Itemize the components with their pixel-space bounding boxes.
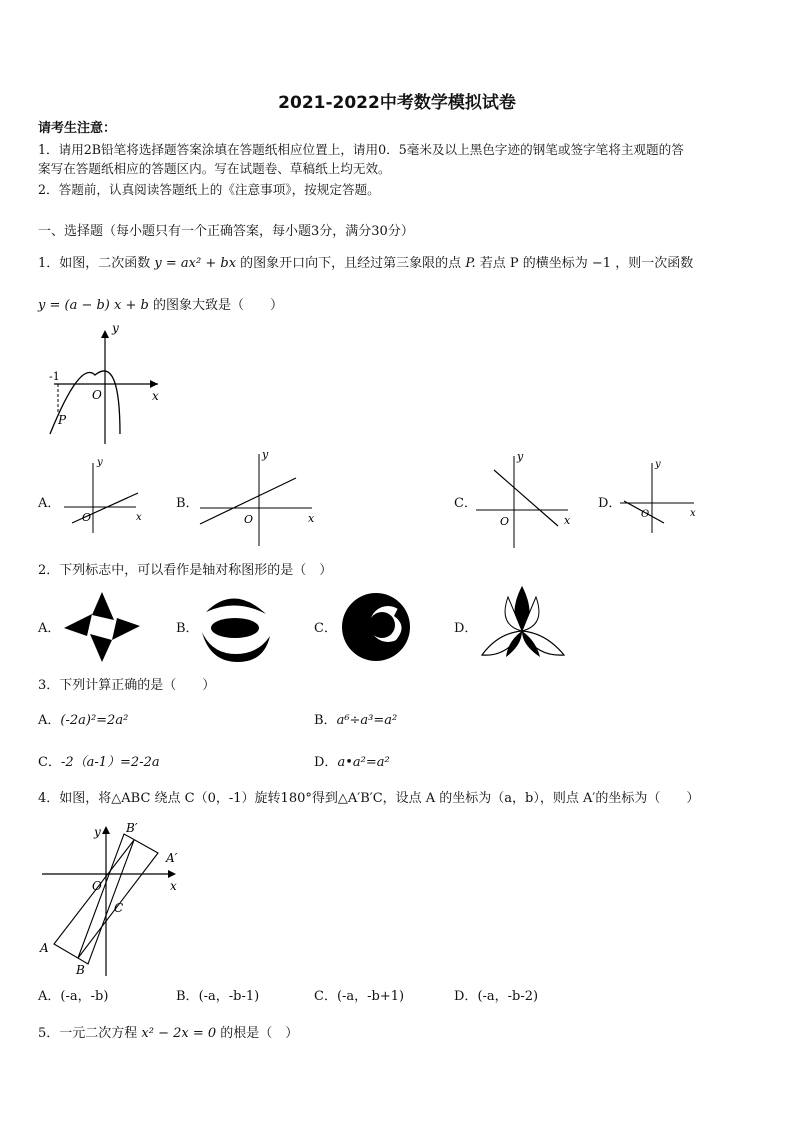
- question-2-stem: 2．下列标志中，可以看作是轴对称图形的是（ ）: [38, 563, 333, 578]
- q1-c-origin: O: [500, 515, 510, 528]
- q1-a-origin: O: [82, 511, 92, 524]
- q5-stem-a: 5．一元二次方程: [38, 1026, 138, 1041]
- q4-option-a: [38, 988, 108, 1006]
- q1-option-a-graph: [60, 455, 145, 535]
- q1-b-x: x: [308, 512, 315, 525]
- q2-logo-b: [198, 592, 273, 664]
- q4-a-value: (-a，-b): [60, 989, 109, 1004]
- q5-stem-b: 的根是（ ）: [220, 1026, 299, 1041]
- q2-logo-a: [62, 590, 142, 665]
- q1-stem-c: 若点 P 的横坐标为: [479, 256, 588, 271]
- q3-b-label: B．: [314, 713, 337, 728]
- q3-option-a: [38, 712, 128, 730]
- q1-option-d-graph: [618, 455, 703, 535]
- q1-fig-y-label: y: [112, 321, 119, 335]
- q4-fig-y: y: [94, 825, 101, 839]
- q4-fig-b-prime: B′: [126, 821, 138, 835]
- q3-c-expr: -2（a-1）=2-2a: [60, 755, 160, 770]
- q3-d-expr: a•a²=a²: [337, 755, 390, 770]
- triangle-a2b2c: [78, 834, 158, 958]
- q1-linear-formula: y = (a − b) x + b: [38, 298, 149, 313]
- q4-d-label: D．: [454, 989, 478, 1004]
- q4-fig-a: A: [40, 941, 49, 955]
- q1-option-b-label: B．: [176, 496, 199, 511]
- notice-heading: 请考生注意：: [38, 121, 117, 136]
- section-heading: 一、选择题（每小题只有一个正确答案，每小题3分，满分30分）: [38, 224, 414, 239]
- exam-title: 2021-2022中考数学模拟试卷: [278, 93, 516, 113]
- q1-fig-origin: O: [92, 388, 102, 402]
- q1-d-y: y: [655, 459, 661, 470]
- q3-a-expr: (-2a)²=2a²: [60, 713, 129, 728]
- q3-option-b: [314, 712, 397, 730]
- q1-c-x: x: [564, 514, 571, 527]
- q1-point-p: P.: [465, 256, 476, 271]
- q1-line2-text: 的图象大致是（ ）: [152, 298, 283, 313]
- q4-fig-origin: O: [92, 879, 102, 893]
- q3-option-c: [38, 754, 160, 772]
- q1-parabola-figure: [40, 320, 170, 445]
- q4-fig-x: x: [170, 879, 177, 893]
- q3-d-label: D．: [314, 755, 338, 770]
- notice-line-1: 1．请用2B铅笔将选择题答案涂填在答题纸相应位置上，请用0．5毫米及以上黑色字迹的钢笔或签字笔将主观题的答: [38, 142, 684, 157]
- q1-stem-a: 1．如图，二次函数: [38, 256, 151, 271]
- q1-stem-d: ，则一次函数: [615, 256, 694, 271]
- question-3-stem: 3．下列计算正确的是（ ）: [38, 678, 216, 693]
- question-1-stem: [38, 255, 693, 273]
- q3-option-d: [314, 754, 390, 772]
- question-5-stem: [38, 1025, 298, 1043]
- q1-stem-b: 的图象开口向下，且经过第三象限的点: [240, 256, 462, 271]
- q1-formula: y = ax² + bx: [154, 256, 237, 271]
- q4-option-b: [176, 988, 259, 1006]
- q1-fig-point-p: P: [58, 413, 67, 427]
- q1-d-x: x: [690, 508, 696, 519]
- notice-line-3: 2．答题前，认真阅读答题纸上的《注意事项》，按规定答题。: [38, 182, 380, 197]
- q1-b-origin: O: [244, 513, 254, 526]
- q3-b-expr: a⁶÷a³=a²: [336, 713, 398, 728]
- q1-option-a-label: A．: [38, 496, 61, 511]
- q1-fig-x-label: x: [152, 389, 159, 403]
- q4-fig-a-prime: A′: [166, 851, 178, 865]
- q1-a-y: y: [97, 457, 103, 468]
- q1-fig-neg1: -1: [49, 370, 60, 383]
- q2-option-c-label: C．: [314, 621, 337, 636]
- question-4-stem: 4．如图，将△ABC 绕点 C（0，-1）旋转180°得到△A′B′C，设点 A 的坐标为（a，b），则点 A′的坐标为（ ）: [38, 791, 700, 806]
- q4-rotation-figure: [38, 816, 188, 978]
- q1-option-d-label: D．: [598, 496, 622, 511]
- q4-d-value: (-a，-b-2): [477, 989, 539, 1004]
- q4-c-value: (-a，-b+1): [336, 989, 405, 1004]
- notice-line-2: 案写在答题纸相应的答题区内。写在试题卷、草稿纸上均无效。: [38, 161, 391, 176]
- q4-a-label: A．: [38, 989, 61, 1004]
- question-1-line2: [38, 297, 283, 315]
- q4-c-label: C．: [314, 989, 337, 1004]
- q1-option-c-graph: [474, 450, 574, 550]
- q1-option-c-label: C．: [454, 496, 477, 511]
- q5-formula: x² − 2x = 0: [141, 1026, 217, 1041]
- q4-fig-c: C: [114, 901, 124, 915]
- q1-b-y: y: [262, 448, 269, 461]
- q3-a-label: A．: [38, 713, 61, 728]
- q2-logo-d: [478, 585, 568, 667]
- q1-option-b-graph: [196, 448, 321, 548]
- q2-option-a-label: A．: [38, 621, 61, 636]
- q2-option-b-label: B．: [176, 621, 199, 636]
- q4-fig-b: B: [76, 963, 85, 977]
- q2-logo-c: [338, 588, 423, 666]
- q1-a-x: x: [136, 512, 142, 523]
- q2-option-d-label: D．: [454, 621, 478, 636]
- q3-c-label: C．: [38, 755, 61, 770]
- q4-b-label: B．: [176, 989, 199, 1004]
- q4-b-value: (-a，-b-1): [198, 989, 260, 1004]
- q1-neg1: −1: [591, 256, 612, 271]
- q4-option-c: [314, 988, 404, 1006]
- q1-c-y: y: [517, 450, 524, 463]
- q1-d-origin: O: [641, 509, 650, 520]
- q4-option-d: [454, 988, 538, 1006]
